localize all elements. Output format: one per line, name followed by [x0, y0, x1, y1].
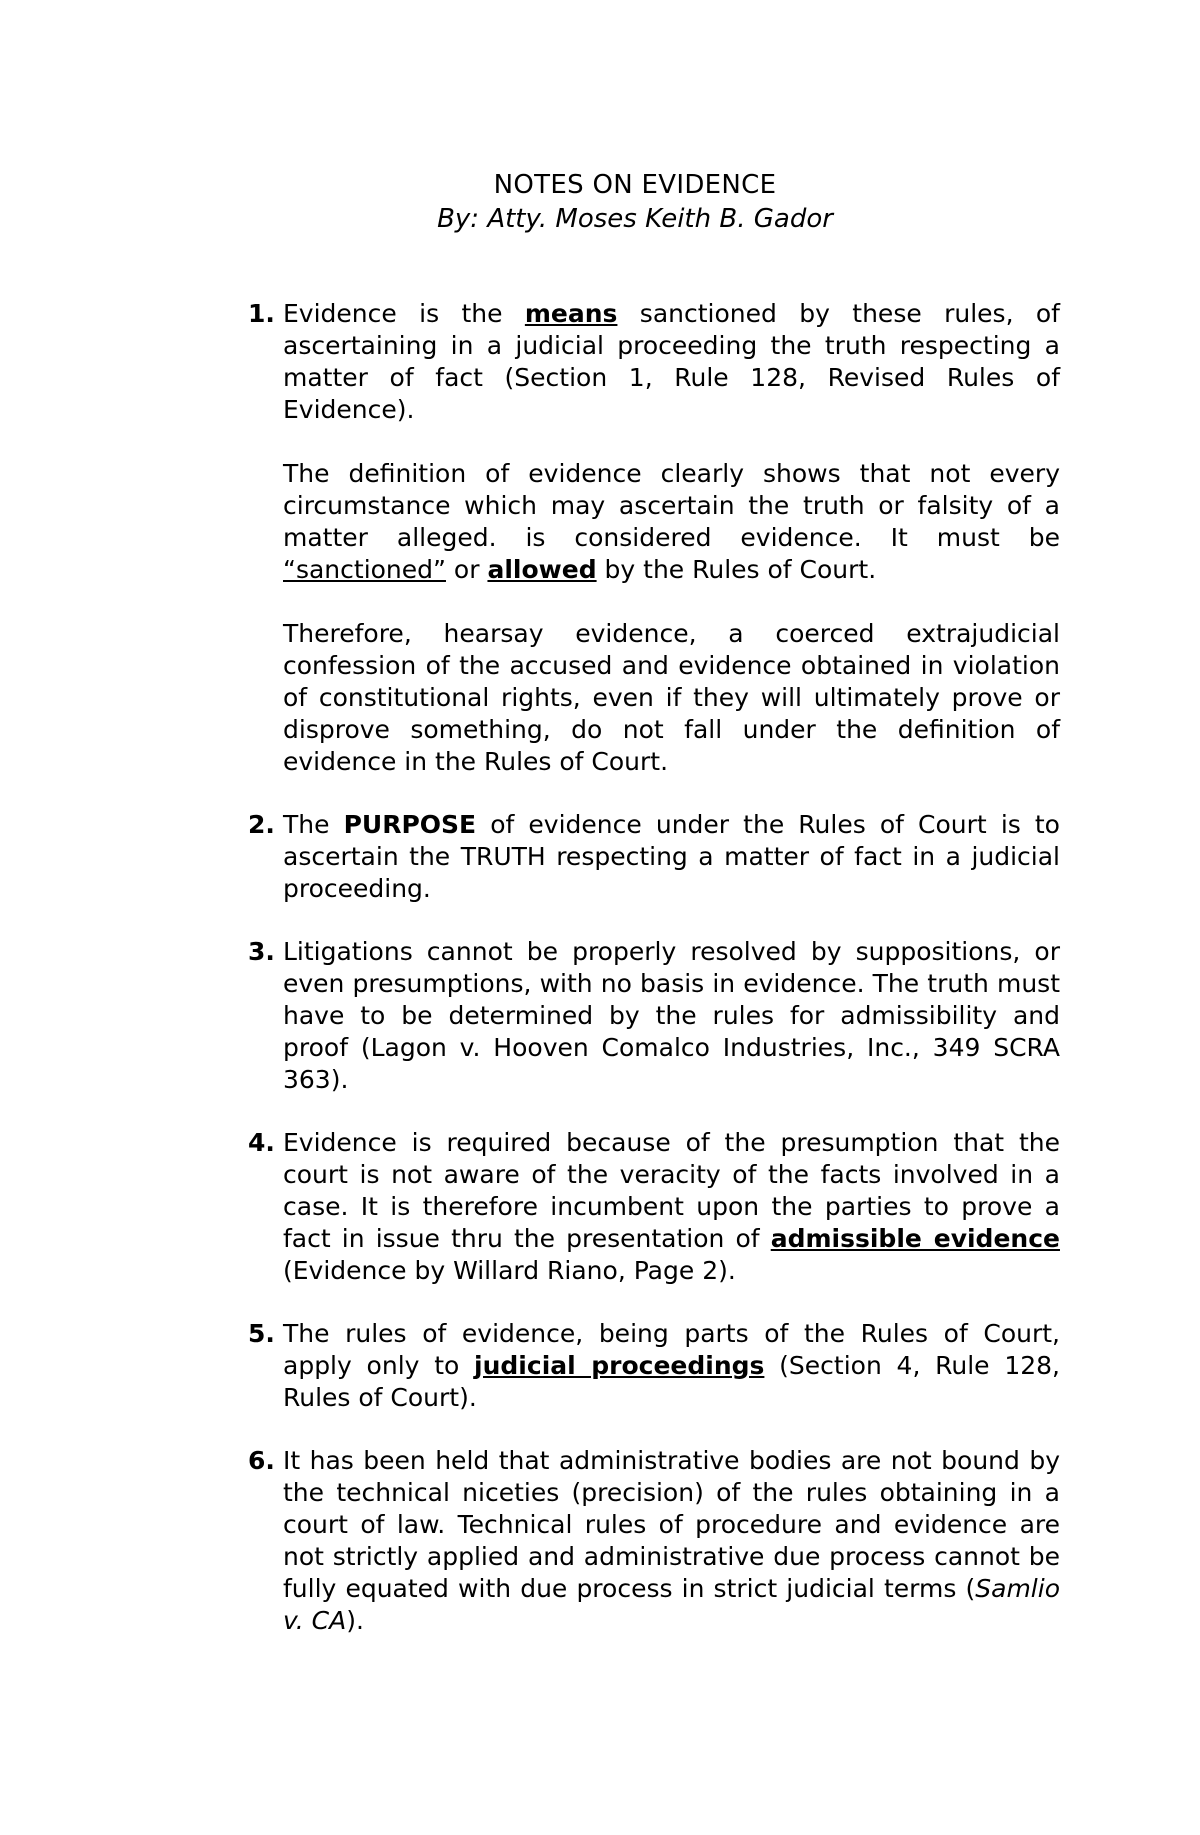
body-text: Evidence is required because of the presumption that the court is not aware of the veracity of the facts involved in a case. It is therefore incumbent upon the parties to prove a fact in issue thru the presentation of — [283, 1128, 1060, 1253]
body-text: The definition of evidence clearly shows that not every circumstance which may ascertain the truth or falsity of a matter alleged. is considered evidence. It must be — [283, 459, 1060, 552]
item-paragraph — [283, 458, 1060, 586]
item-paragraph — [283, 936, 1060, 1096]
emphasis-text: means — [524, 299, 618, 328]
item-paragraph — [283, 1445, 1060, 1637]
item-number: 4. — [248, 1128, 275, 1157]
emphasis-text: PURPOSE — [343, 810, 477, 839]
item-paragraph — [283, 618, 1060, 778]
body-text: by the Rules of Court. — [596, 555, 877, 584]
body-text: Evidence is the — [283, 299, 525, 328]
body-text: Samlio v. CA — [283, 1574, 1060, 1635]
body-text: Therefore, hearsay evidence, a coerced extrajudicial confession of the accused and evidence obtained in violation of constitutional rights, even if they will ultimately prove or disprove something, do not fall under the definition of evidence in the Rules of Court. — [283, 619, 1060, 776]
body-text: The rules of evidence, being parts of the Rules of Court, apply only to — [283, 1319, 1060, 1380]
list-item — [240, 1318, 1060, 1414]
list-item — [240, 809, 1060, 905]
list-item — [240, 936, 1060, 1096]
item-paragraph — [283, 809, 1060, 905]
item-number: 2. — [248, 810, 275, 839]
body-text: (Evidence by Willard Riano, Page 2). — [283, 1256, 736, 1285]
numbered-list — [240, 298, 1060, 1668]
item-paragraph — [283, 298, 1060, 426]
list-item — [240, 1445, 1060, 1637]
document-header — [0, 168, 1200, 236]
item-paragraph — [283, 1318, 1060, 1414]
document-title: NOTES ON EVIDENCE — [493, 170, 777, 200]
item-number: 6. — [248, 1446, 275, 1475]
item-paragraph — [283, 1127, 1060, 1287]
item-number: 3. — [248, 937, 275, 966]
body-text: of evidence under the Rules of Court is to ascertain the TRUTH respecting a matter of fact in a judicial proceeding. — [283, 810, 1060, 903]
list-item — [240, 1127, 1060, 1287]
item-number: 1. — [248, 299, 275, 328]
body-text: The — [283, 810, 344, 839]
body-text: It has been held that administrative bodies are not bound by the technical niceties (precision) of the rules obtaining in a court of law. Technical rules of procedure and evidence are not strictly applied and administrative due process cannot be fully equated with due process in strict judicial terms ( — [283, 1446, 1060, 1603]
body-text: Litigations cannot be properly resolved by suppositions, or even presumptions, with no basis in evidence. The truth must have to be determined by the rules for admissibility and proof (Lagon v. Hooven Comalco Industries, Inc., 349 SCRA 363). — [283, 937, 1060, 1094]
list-item — [240, 298, 1060, 778]
body-text: ). — [346, 1606, 364, 1635]
body-text: (Section 4, Rule 128, Rules of Court). — [283, 1351, 1060, 1412]
body-text: or — [445, 555, 488, 584]
emphasis-text: allowed — [487, 555, 597, 584]
item-number: 5. — [248, 1319, 275, 1348]
body-text: sanctioned by these rules, of ascertaining in a judicial proceeding the truth respecting a matter of fact (Section 1, Rule 128, Revised Rules of Evidence). — [283, 299, 1060, 424]
document-author: By: Atty. Moses Keith B. Gador — [437, 204, 833, 234]
emphasis-text: “sanctioned” — [283, 555, 446, 584]
emphasis-text: judicial proceedings — [474, 1351, 765, 1380]
emphasis-text: admissible evidence — [770, 1224, 1060, 1253]
